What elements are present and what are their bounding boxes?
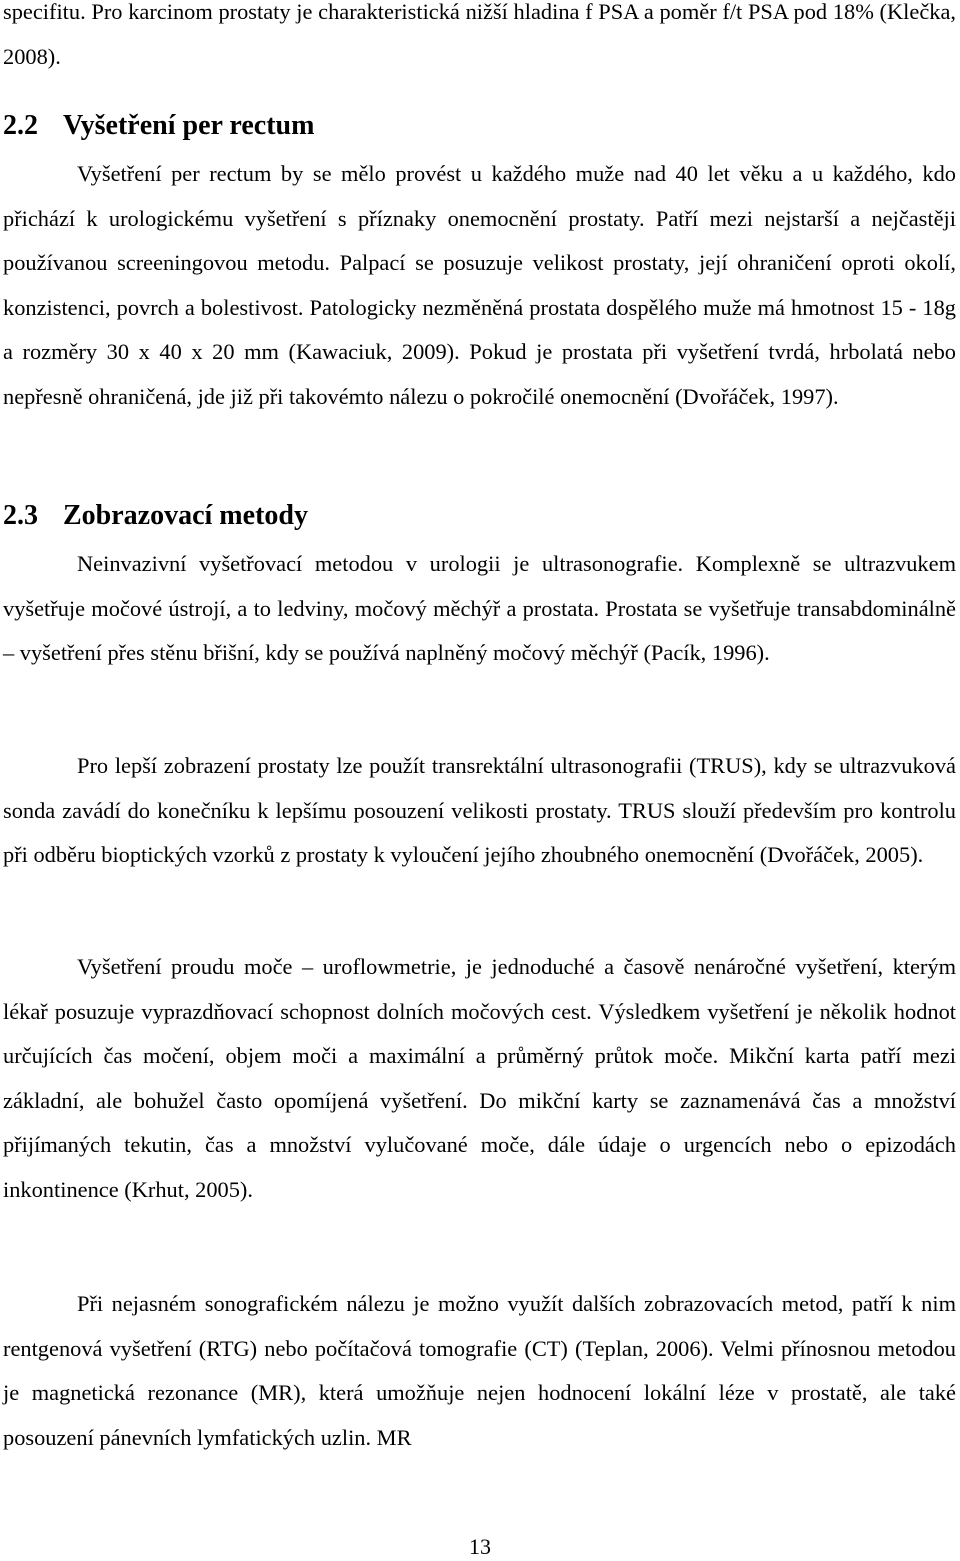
section-number: 2.3 [3, 500, 38, 531]
section-title: Vyšetření per rectum [63, 110, 315, 141]
section-heading-2-3 [3, 498, 956, 534]
paragraph-uroflowmetry: Vyšetření proudu moče – uroflowmetrie, je jednoduché a časově nenáročné vyšetření, kterým lékař posuzuje vyprazdňovací schopnost dolních močových cest. Výsledkem vyšetření je několik hodnot určujících čas močení, objem moči a maximální a průměrný průtok moče. Mikční karta patří mezi základní, ale bohužel často opomíjená vyšetření. Do mikční karty se zaznamenává čas a množství přijímaných tekutin, čas a množství vylučované moče, dále údaje o urgencích nebo o epizodách inkontinence (Krhut, 2005). [3, 954, 956, 1202]
intro-paragraph: specifitu. Pro karcinom prostaty je charakteristická nižší hladina f PSA a poměr f/t PSA pod 18% (Klečka, 2008). [3, 0, 956, 69]
paragraph-per-rectum: Vyšetření per rectum by se mělo provést u každého muže nad 40 let věku a u každého, kdo přichází k urologickému vyšetření s příznaky onemocnění prostaty. Patří mezi nejstarší a nejčastěji používanou screeningovou metodu. Palpací se posuzuje velikost prostaty, její ohraničení oproti okolí, konzistenci, povrch a bolestivost. Patologicky nezměněná prostata dospělého muže má hmotnost 15 - 18g a rozměry 30 x 40 x 20 mm (Kawaciuk, 2009). Pokud je prostata při vyšetření tvrdá, hrbolatá nebo nepřesně ohraničená, jde již při takovémto nálezu o pokročilé onemocnění (Dvořáček, 1997). [3, 161, 956, 409]
section-number: 2.2 [3, 110, 38, 141]
section-title: Zobrazovací metody [63, 500, 308, 531]
section-heading-2-2 [3, 108, 956, 144]
paragraph-imaging-methods: Při nejasném sonografickém nálezu je možno využít dalších zobrazovacích metod, patří k nim rentgenová vyšetření (RTG) nebo počítačová tomografie (CT) (Teplan, 2006). Velmi přínosnou metodou je magnetická rezonance (MR), která umožňuje nejen hodnocení lokální léze v prostatě, ale také posouzení pánevních lymfatických uzlin. MR [3, 1291, 956, 1450]
paragraph-ultrasonography: Neinvazivní vyšetřovací metodou v urologii je ultrasonografie. Komplexně se ultrazvukem vyšetřuje močové ústrojí, a to ledviny, močový měchýř a prostata. Prostata se vyšetřuje transabdominálně – vyšetření přes stěnu břišní, kdy se používá naplněný močový měchýř (Pacík, 1996). [3, 551, 956, 666]
paragraph-trus: Pro lepší zobrazení prostaty lze použít transrektální ultrasonografii (TRUS), kdy se ultrazvuková sonda zavádí do konečníku k lepšímu posouzení velikosti prostaty. TRUS slouží především pro kontrolu při odběru bioptických vzorků z prostaty k vyloučení jejího zhoubného onemocnění (Dvořáček, 2005). [3, 753, 956, 868]
page-number: 13 [469, 1534, 491, 1559]
